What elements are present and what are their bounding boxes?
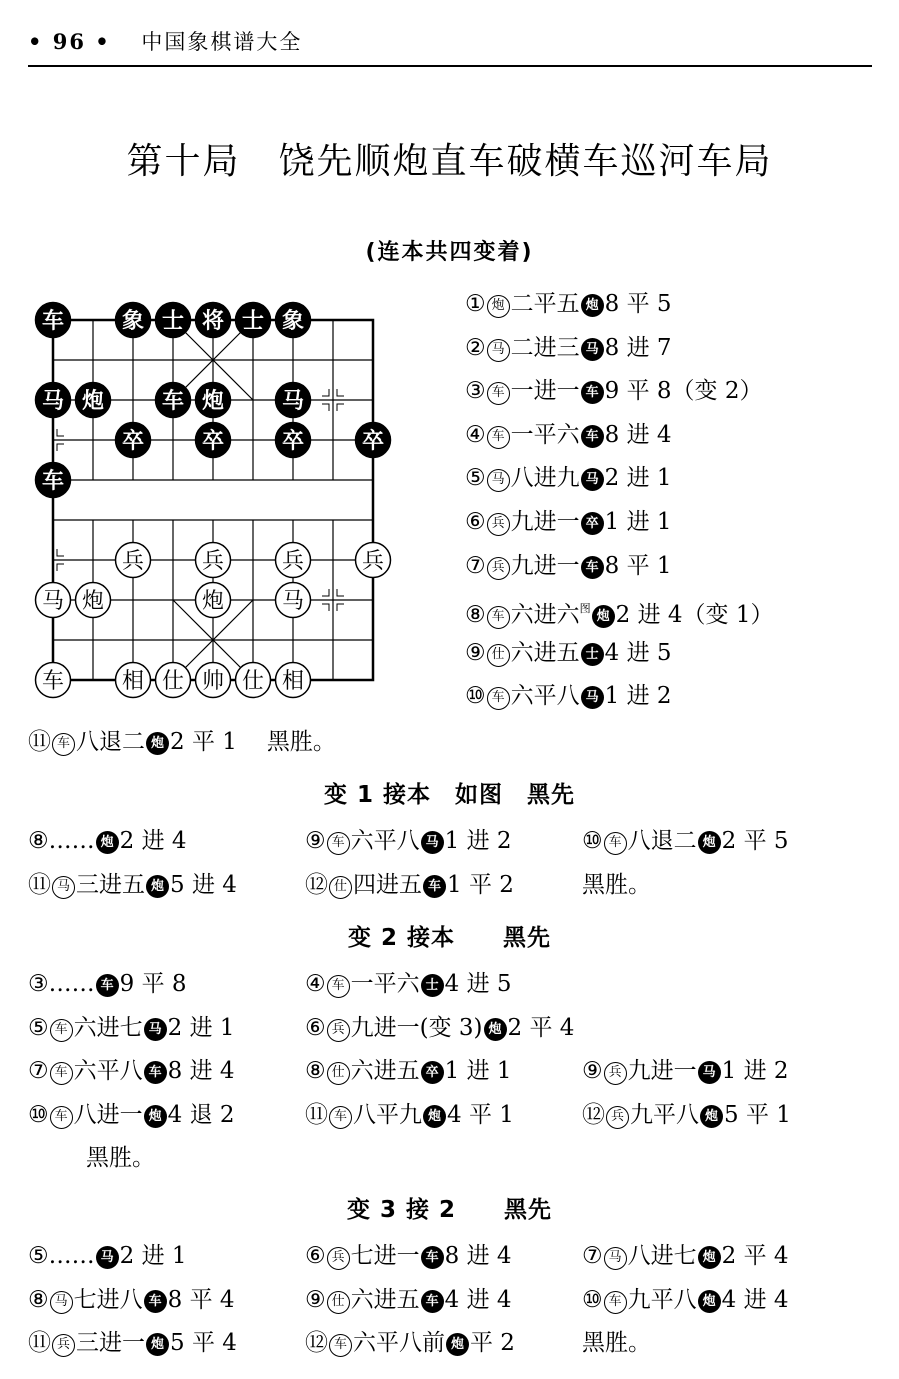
red-move-text: …… (48, 828, 95, 854)
black-piece-icon: 炮 (700, 1105, 723, 1128)
black-piece-icon: 卒 (581, 512, 604, 535)
black-piece-label: 卒 (361, 429, 385, 454)
red-piece-icon: 兵 (487, 557, 510, 580)
chapter-title: 第十局 饶先顺炮直车破横车巡河车局 (126, 141, 773, 182)
red-piece-label: 兵 (201, 549, 225, 574)
main-move (465, 376, 762, 406)
variation-note: (变 3) (419, 1014, 483, 1041)
red-move-text: 四进五 (353, 871, 422, 898)
red-piece-label: 相 (121, 669, 145, 694)
red-piece-icon: 兵 (604, 1062, 627, 1085)
variation-2-move (28, 1100, 235, 1130)
red-move-text: 八退二 (627, 828, 697, 854)
black-piece-icon: 马 (96, 1246, 119, 1269)
black-piece-label: 车 (161, 389, 185, 414)
variation-1-move (582, 870, 651, 900)
main-move (465, 638, 672, 668)
move-number: ⑤ (28, 1014, 49, 1041)
black-piece-icon: 炮 (698, 1290, 721, 1313)
red-piece-icon: 马 (487, 339, 510, 362)
black-move-text: 1 进 1 (444, 1058, 512, 1085)
move-number: ⑨ (582, 1058, 603, 1085)
black-piece-icon: 车 (581, 425, 604, 448)
variation-2-move (28, 1056, 235, 1086)
black-move-text: 4 退 2 (167, 1101, 235, 1128)
black-move-text: 1 进 1 (604, 509, 672, 535)
red-move-text: 三进一 (76, 1330, 145, 1357)
red-move-text: …… (48, 971, 95, 997)
red-piece-label: 帅 (201, 669, 225, 694)
black-piece-icon: 炮 (446, 1333, 469, 1356)
red-move-text: 二进三 (510, 334, 580, 361)
black-move-text: 8 进 4 (604, 421, 672, 448)
position-mark (57, 549, 64, 556)
black-move-text: 9 平 8 (604, 378, 672, 405)
red-move-text: 八平九 (353, 1101, 422, 1128)
page-header (28, 26, 302, 56)
move-number: ⑩ (582, 1286, 603, 1313)
position-mark (322, 589, 329, 596)
red-move-text: 六进五 (510, 639, 580, 666)
variation-3-move (582, 1285, 789, 1315)
black-move-text: 4 进 4 (444, 1286, 512, 1313)
black-piece-icon: 士 (581, 643, 604, 666)
variation-2-move (305, 1013, 574, 1043)
black-move-text: 2 平 5 (721, 828, 789, 854)
move-number: ③ (28, 971, 49, 997)
black-piece-label: 车 (41, 469, 65, 494)
red-move-text: 六平八 (73, 1058, 143, 1085)
black-piece-icon: 马 (144, 1018, 167, 1041)
red-move-text: 六进六 (510, 602, 580, 629)
variation-1-move (28, 870, 237, 900)
red-move-text: 二平五 (510, 291, 580, 317)
move-number: ⑨ (305, 828, 326, 854)
black-piece-label: 卒 (281, 429, 305, 454)
move-number: ⑦ (582, 1243, 603, 1269)
red-piece-icon: 车 (329, 1334, 352, 1357)
red-piece-icon: 仕 (329, 876, 352, 899)
move-number: ⑪ (28, 1330, 51, 1357)
red-move-text: 九进一 (627, 1058, 697, 1085)
black-piece-icon: 车 (421, 1246, 444, 1269)
black-move-text: 2 平 4 (721, 1243, 789, 1269)
black-piece-icon: 车 (423, 875, 446, 898)
variation-2-move (28, 1013, 235, 1043)
position-mark (57, 444, 64, 451)
black-piece-label: 马 (281, 389, 305, 414)
position-mark (337, 589, 344, 596)
black-piece-label: 士 (241, 309, 265, 334)
red-piece-icon: 车 (487, 426, 510, 449)
red-move-text: 一平六 (350, 971, 420, 997)
red-piece-icon: 仕 (327, 1062, 350, 1085)
variation-3-heading: 变 3 接 2 黑先 (346, 1197, 553, 1223)
black-piece-icon: 车 (581, 556, 604, 579)
black-piece-label: 炮 (201, 389, 225, 414)
red-move-text: 九平八 (630, 1101, 699, 1128)
variation-1-heading: 变 1 接本 如图 黑先 (323, 782, 576, 808)
red-move-text: 九进一 (350, 1014, 420, 1041)
move-number: ⑤ (465, 465, 486, 492)
black-piece-label: 象 (121, 309, 145, 334)
red-move-text: 六平八 (350, 828, 420, 854)
red-move-text: …… (48, 1243, 95, 1269)
red-move-text: 六平八前 (353, 1330, 445, 1357)
main-move (465, 594, 773, 630)
black-move-text: 1 进 2 (721, 1058, 789, 1085)
black-piece-label: 炮 (81, 389, 105, 414)
black-piece-icon: 炮 (484, 1018, 507, 1041)
black-move-text: 5 平 1 (724, 1101, 791, 1128)
black-move-text: 2 进 4 (615, 602, 683, 629)
main-move (465, 333, 672, 363)
black-piece-label: 车 (41, 309, 65, 334)
black-piece-icon: 车 (581, 381, 604, 404)
black-piece-label: 马 (41, 389, 65, 414)
position-mark (322, 404, 329, 411)
black-move-text: 9 平 8 (119, 971, 187, 997)
black-move-text: 8 进 4 (167, 1058, 235, 1085)
red-piece-label: 炮 (81, 589, 105, 614)
move-number: ⑤ (28, 1243, 49, 1269)
black-piece-icon: 炮 (698, 1246, 721, 1269)
black-move-text: 2 进 4 (119, 828, 187, 854)
red-piece-icon: 车 (327, 975, 350, 998)
black-piece-icon: 车 (421, 1290, 444, 1313)
black-move-text: 2 平 4 (507, 1014, 575, 1041)
red-piece-label: 仕 (241, 669, 265, 694)
move-number: ⑩ (465, 683, 486, 710)
black-piece-icon: 炮 (581, 294, 604, 317)
move-number: ② (465, 334, 486, 361)
red-move-text: 六进五 (350, 1058, 420, 1085)
main-move (465, 551, 672, 581)
black-piece-icon: 炮 (144, 1105, 167, 1128)
variation-2-move (582, 1056, 789, 1086)
black-piece-label: 卒 (121, 429, 145, 454)
variation-2-move (305, 1056, 512, 1086)
red-move-text: 黑胜。 (582, 871, 651, 898)
black-move-text: 5 平 4 (170, 1330, 237, 1357)
red-piece-icon: 兵 (487, 513, 510, 536)
main-move (465, 681, 672, 711)
variation-2-move (28, 969, 187, 999)
black-piece-icon: 炮 (146, 732, 169, 755)
black-piece-icon: 士 (421, 974, 444, 997)
red-piece-icon: 仕 (487, 644, 510, 667)
position-mark (322, 389, 329, 396)
variation-3-move (305, 1328, 515, 1358)
red-piece-icon: 车 (487, 382, 510, 405)
variation-3-move (582, 1241, 789, 1271)
red-piece-icon: 马 (52, 876, 75, 899)
black-move-text: 8 进 4 (444, 1243, 512, 1269)
move-number: ④ (305, 971, 326, 997)
black-piece-label: 将 (201, 309, 225, 334)
red-piece-label: 兵 (121, 549, 145, 574)
black-move-text: 2 进 1 (604, 465, 672, 492)
black-move-text: 平 2 (470, 1330, 515, 1357)
variation-2-move (305, 1100, 514, 1130)
move-number: ⑩ (28, 1101, 49, 1128)
black-move-text: 4 进 5 (444, 971, 512, 997)
move-number: ⑥ (465, 509, 486, 535)
red-piece-icon: 车 (50, 1106, 73, 1129)
red-piece-icon: 车 (604, 1291, 627, 1314)
red-piece-label: 车 (41, 669, 65, 694)
red-piece-icon: 车 (52, 733, 75, 756)
red-piece-icon: 马 (50, 1291, 73, 1314)
black-move-text: 4 平 1 (447, 1101, 514, 1128)
black-move-text: 4 进 5 (604, 639, 672, 666)
variation-1-move (305, 826, 512, 856)
red-piece-label: 相 (281, 669, 305, 694)
black-piece-icon: 马 (421, 831, 444, 854)
black-move-text: 8 平 4 (167, 1286, 235, 1313)
red-piece-icon: 兵 (606, 1106, 629, 1129)
position-mark (57, 564, 64, 571)
move-number: ⑫ (305, 1330, 328, 1357)
black-piece-label: 士 (161, 309, 185, 334)
black-piece-label: 象 (281, 309, 305, 334)
variation-2-move (582, 1100, 791, 1130)
black-piece-icon: 马 (698, 1061, 721, 1084)
red-move-text: 九平八 (627, 1286, 697, 1313)
red-piece-label: 炮 (201, 589, 225, 614)
black-piece-icon: 马 (581, 686, 604, 709)
variation-3-move (582, 1328, 651, 1358)
result-text: 黑胜。 (266, 729, 336, 755)
red-piece-icon: 兵 (52, 1334, 75, 1357)
black-piece-icon: 炮 (146, 1333, 169, 1356)
variation-note: （变 2） (671, 378, 763, 405)
move-number: ⑫ (305, 871, 328, 898)
black-move-text: 1 平 2 (447, 871, 514, 898)
black-move-text: 8 平 1 (604, 552, 672, 579)
black-piece-icon: 卒 (421, 1061, 444, 1084)
black-move-text: 2 进 1 (119, 1243, 187, 1269)
position-mark (57, 429, 64, 436)
move-number: ⑦ (465, 552, 486, 579)
figure-marker: 图 (579, 602, 591, 616)
red-piece-icon: 马 (487, 469, 510, 492)
red-move-text: 六进七 (73, 1014, 143, 1041)
chapter-subtitle: (连本共四变着) (365, 240, 534, 265)
move-number: ⑧ (28, 828, 49, 854)
black-piece-icon: 车 (144, 1061, 167, 1084)
red-piece-icon: 兵 (327, 1019, 350, 1042)
position-mark (337, 604, 344, 611)
red-piece-icon: 马 (604, 1247, 627, 1270)
black-move-text: 8 平 5 (604, 291, 672, 317)
variation-3-move (28, 1328, 237, 1358)
red-piece-icon: 车 (487, 606, 510, 629)
red-move-text: 八进一 (73, 1101, 143, 1128)
red-piece-label: 马 (41, 589, 65, 614)
move-number: ① (465, 291, 486, 317)
black-piece-icon: 炮 (592, 605, 615, 628)
red-piece-icon: 炮 (487, 295, 510, 318)
red-move-text: 六进五 (350, 1286, 420, 1313)
main-move (28, 727, 336, 757)
red-piece-label: 兵 (361, 549, 385, 574)
variation-3-move (305, 1241, 512, 1271)
page-number: • 96 • (28, 29, 111, 54)
red-move-text: 六平八 (510, 683, 580, 710)
variation-3-move (28, 1241, 187, 1271)
red-piece-icon: 车 (50, 1062, 73, 1085)
position-mark (322, 604, 329, 611)
black-piece-label: 卒 (201, 429, 225, 454)
main-move (465, 420, 672, 450)
main-move (465, 463, 672, 493)
black-move-text: 1 进 2 (444, 828, 512, 854)
red-piece-icon: 车 (329, 1106, 352, 1129)
red-move-text: 三进五 (76, 871, 145, 898)
move-number: ⑨ (305, 1286, 326, 1313)
red-move-text: 八退二 (76, 729, 145, 755)
red-piece-label: 马 (281, 589, 305, 614)
black-piece-icon: 马 (581, 468, 604, 491)
black-piece-icon: 炮 (96, 831, 119, 854)
variation-2-move (305, 969, 512, 999)
red-piece-label: 仕 (161, 669, 185, 694)
variation-1-move (28, 826, 187, 856)
position-mark (337, 404, 344, 411)
move-number: ⑪ (28, 871, 51, 898)
move-number: ⑦ (28, 1058, 49, 1085)
move-number: ⑪ (305, 1101, 328, 1128)
variation-2-result: 黑胜。 (86, 1145, 155, 1171)
move-number: ⑪ (28, 729, 51, 755)
red-move-text: 一进一 (510, 378, 580, 405)
red-move-text: 一平六 (510, 421, 580, 448)
header-rule (28, 65, 872, 67)
xiangqi-board (28, 292, 408, 708)
red-piece-label: 兵 (281, 549, 305, 574)
red-piece-icon: 兵 (327, 1247, 350, 1270)
red-piece-icon: 车 (487, 687, 510, 710)
red-move-text: 七进八 (73, 1286, 143, 1313)
book-title: 中国象棋谱大全 (141, 30, 303, 54)
black-move-text: 2 进 1 (167, 1014, 235, 1041)
black-piece-icon: 马 (581, 338, 604, 361)
move-number: ⑧ (465, 602, 486, 629)
position-mark (337, 389, 344, 396)
red-move-text: 七进一 (350, 1243, 420, 1269)
move-number: ⑥ (305, 1243, 326, 1269)
variation-1-move (305, 870, 514, 900)
black-piece-icon: 炮 (423, 1105, 446, 1128)
move-number: ⑥ (305, 1014, 326, 1041)
red-piece-icon: 车 (50, 1019, 73, 1042)
black-piece-icon: 车 (96, 974, 119, 997)
main-move (465, 289, 672, 319)
move-number: ⑧ (305, 1058, 326, 1085)
move-number: ⑫ (582, 1101, 605, 1128)
variation-3-move (305, 1285, 512, 1315)
red-move-text: 九进一 (510, 552, 580, 579)
red-move-text: 八进九 (510, 465, 580, 492)
move-number: ③ (465, 378, 486, 405)
variation-1-move (582, 826, 789, 856)
red-piece-icon: 仕 (327, 1291, 350, 1314)
red-move-text: 黑胜。 (582, 1330, 651, 1357)
move-number: ⑧ (28, 1286, 49, 1313)
move-number: ⑨ (465, 639, 486, 666)
variation-note: （变 1） (682, 602, 774, 629)
black-move-text: 2 平 1 (170, 729, 237, 755)
move-number: ④ (465, 421, 486, 448)
red-piece-icon: 车 (327, 832, 350, 855)
red-move-text: 八进七 (627, 1243, 697, 1269)
black-move-text: 4 进 4 (721, 1286, 789, 1313)
move-number: ⑩ (582, 828, 603, 854)
variation-3-move (28, 1285, 235, 1315)
black-move-text: 1 进 2 (604, 683, 672, 710)
black-piece-icon: 炮 (146, 875, 169, 898)
main-move (465, 507, 672, 537)
black-move-text: 8 进 7 (604, 334, 672, 361)
red-move-text: 九进一 (510, 509, 580, 535)
red-piece-icon: 车 (604, 832, 627, 855)
black-piece-icon: 炮 (698, 831, 721, 854)
variation-2-heading: 变 2 接本 黑先 (347, 925, 552, 951)
black-piece-icon: 车 (144, 1290, 167, 1313)
black-move-text: 5 进 4 (170, 871, 237, 898)
